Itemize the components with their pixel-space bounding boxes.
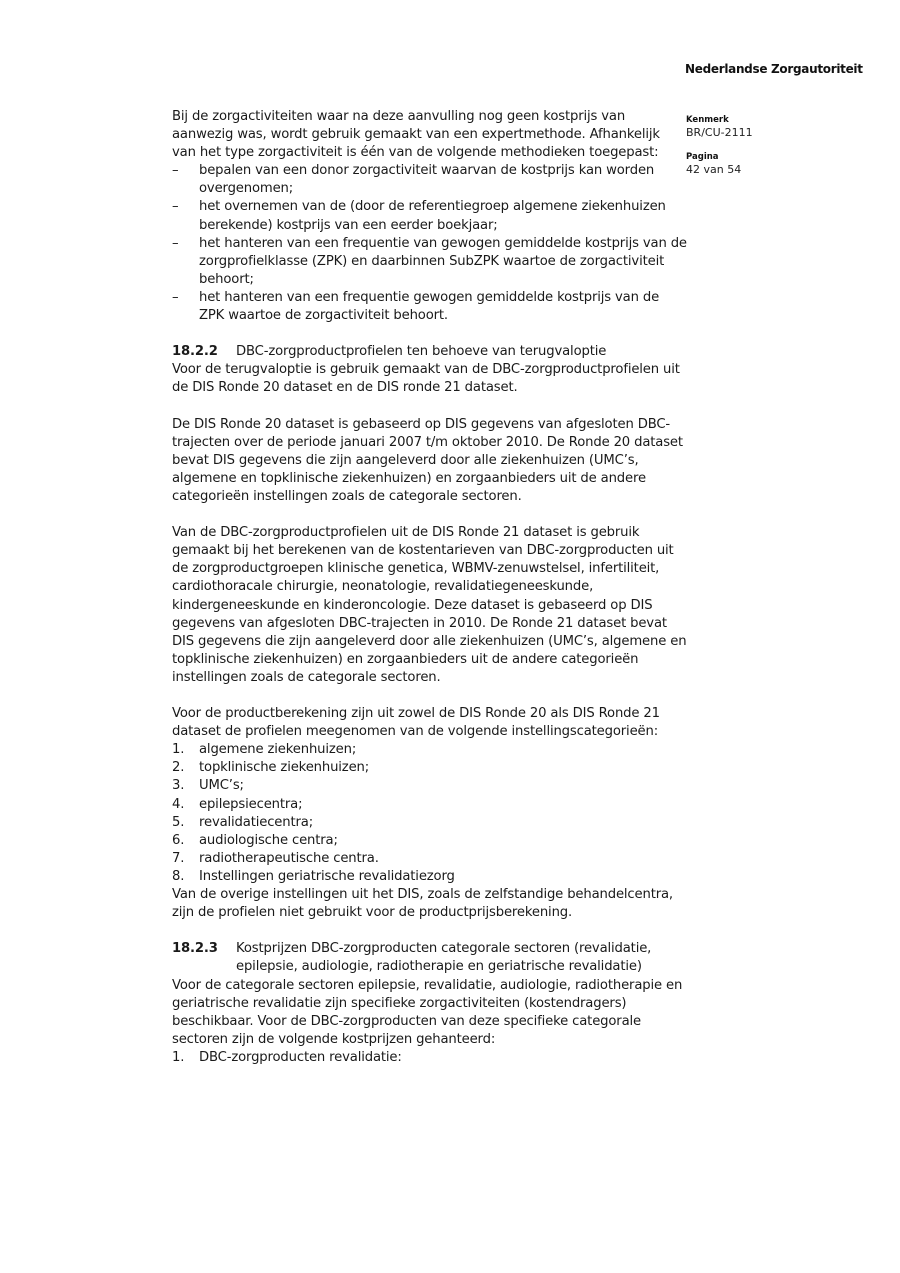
list-item: 1. DBC-zorgproducten revalidatie: [172,1049,402,1065]
section-heading-18-2-2 [172,343,687,361]
paragraph: Voor de terugvaloptie is gebruik gemaakt van de DBC-zorgproductprofielen uit de DIS Ronde 20 dataset en de DIS ronde 21 dataset. [172,362,680,396]
pagina-block [686,152,741,177]
dash-marker: – [172,289,179,305]
dash-marker: – [172,163,179,179]
method-list [172,162,687,325]
section-number: 18.2.3 [172,941,218,957]
list-item: 7. radiotherapeutische centra. [172,850,379,866]
section-number: 18.2.2 [172,344,218,360]
organization-name: Nederlandse Zorgautoriteit [685,62,863,76]
paragraph: De DIS Ronde 20 dataset is gebaseerd op DIS gegevens van afgesloten DBC-trajecten over de periode januari 2007 t/m oktober 2010. De Ronde 20 dataset bevat DIS gegevens die zijn aangeleverd door alle ziekenhuizen (UMC’s, algemene en topklinische ziekenhuizen) en zorgaanbieders uit de andere categorieën instellingen zoals de categorale sectoren. [172,416,683,504]
method-item: – het hanteren van een frequentie gewogen gemiddelde kostprijs van de ZPK waartoe de zorgactiviteit behoort. [172,289,660,324]
list-item: 4. epilepsiecentra; [172,796,303,812]
pagina-label: Pagina [686,152,719,162]
method-item: – bepalen van een donor zorgactiviteit waarvan de kostprijs kan worden overgenomen; [172,163,655,197]
dash-marker: – [172,235,179,251]
list-item: 5. revalidatiecentra; [172,814,313,830]
list-item: 3. UMC’s; [172,778,244,794]
kenmerk-label: Kenmerk [686,115,729,125]
section-title: DBC-zorgproductprofielen ten behoeve van terugvaloptie [236,344,607,360]
method-item: – het hanteren van een frequentie van gewogen gemiddelde kostprijs van de zorgprofielklasse (ZPK) en daarbinnen SubZPK waartoe de zorgactiviteit behoort; [172,235,687,287]
document-body [172,108,687,1067]
paragraph: Voor de categorale sectoren epilepsie, revalidatie, audiologie, radiotherapie en geriatrische revalidatie zijn specifieke zorgactiviteiten (kostendragers) beschikbaar. Voor de DBC-zorgproducten van deze specifieke categorale sectoren zijn de volgende kostprijzen gehanteerd: [172,977,683,1047]
list-item: 2. topklinische ziekenhuizen; [172,760,370,776]
kenmerk-value: BR/CU-2111 [686,126,753,139]
method-item: – het overnemen van de (door de referentiegroep algemene ziekenhuizen berekende) kostprijs van een eerder boekjaar; [172,199,666,233]
closing-paragraph: Van de overige instellingen uit het DIS, zoals de zelfstandige behandelcentra, zijn de profielen niet gebruikt voor de productprijsberekening. [172,887,673,921]
kenmerk-block [686,115,753,140]
paragraph: Van de DBC-zorgproductprofielen uit de DIS Ronde 21 dataset is gebruik gemaakt bij het berekenen van de kostentarieven van DBC-zorgproducten uit de zorgproductgroepen klinische genetica, WBMV-zenuwstelsel, infertiliteit, cardiothoracale chirurgie, neonatologie, revalidatiegeneeskunde, kindergeneeskunde en kinderoncologie. Deze dataset is gebaseerd op DIS gegevens van afgesloten DBC-trajecten in 2010. De Ronde 21 dataset bevat DIS gegevens die zijn aangeleverd door alle ziekenhuizen (UMC’s, algemene en topklinische ziekenhuizen) en zorgaanbieders uit de andere categorieën instellingen zoals de categorale sectoren. [172,525,687,685]
pagina-value: 42 van 54 [686,163,742,176]
section-heading-18-2-3 [172,940,687,976]
dash-marker: – [172,199,179,215]
cost-list [172,1049,687,1067]
institution-list [172,741,687,886]
list-item: 1. algemene ziekenhuizen; [172,742,357,758]
section-title: Kostprijzen DBC-zorgproducten categorale sectoren (revalidatie, epilepsie, audiologie, radiotherapie en geriatrische revalidatie) [236,941,652,975]
paragraph: Voor de productberekening zijn uit zowel de DIS Ronde 20 als DIS Ronde 21 dataset de profielen meegenomen van de volgende instellingscategorieën: [172,706,660,740]
list-item: 8. Instellingen geriatrische revalidatiezorg [172,868,455,884]
list-item: 6. audiologische centra; [172,832,338,848]
intro-paragraph: Bij de zorgactiviteiten waar na deze aanvulling nog geen kostprijs van aanwezig was, wordt gebruik gemaakt van een expertmethode. Afhankelijk van het type zorgactiviteit is één van de volgende methodieken toegepast: [172,109,660,161]
